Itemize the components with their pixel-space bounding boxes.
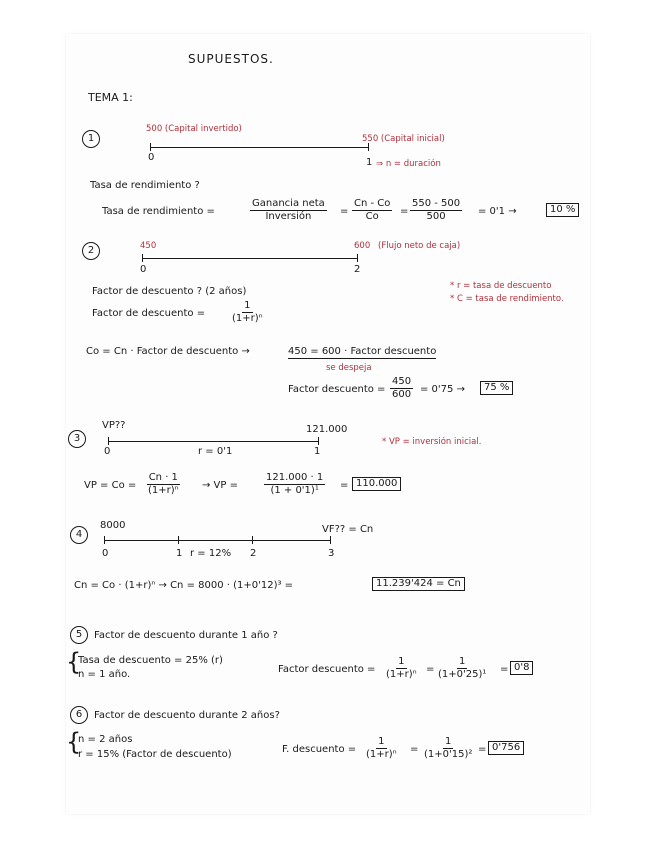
s4-time-0: 0 <box>102 548 109 559</box>
s3-time-0: 0 <box>104 446 111 457</box>
s3-f2-num: 121.000 · 1 <box>266 472 324 483</box>
section-number-3: 3 <box>68 430 86 448</box>
s5-f2-num: 1 <box>459 656 466 667</box>
s1-f3-den: 500 <box>426 211 446 222</box>
s5-condition-2: n = 1 año. <box>78 669 131 680</box>
section-number-4: 4 <box>70 526 88 544</box>
s3-time-1: 1 <box>314 446 321 457</box>
s1-f1-den: Inversión <box>265 211 312 222</box>
s4-right-value: VF?? = Cn <box>322 524 374 535</box>
s6-fd-lhs: F. descuento = <box>282 744 357 755</box>
s3-left-value: VP?? <box>102 420 126 431</box>
s1-question: Tasa de rendimiento ? <box>90 180 200 191</box>
s1-left-value: 500 (Capital invertido) <box>146 124 242 134</box>
s5-f1-num: 1 <box>398 656 405 667</box>
s3-f1-num: Cn · 1 <box>148 472 178 483</box>
s3-rate: r = 0'1 <box>198 446 233 457</box>
s4-boxed-answer: 11.239'424 = Cn <box>372 577 465 591</box>
s5-brace: { <box>66 648 82 676</box>
s2-right-value: 600 <box>354 241 371 251</box>
s1-fraction-1 <box>250 198 327 223</box>
s6-boxed-answer: 0'756 <box>488 741 524 755</box>
s2-co-equation: Co = Cn · Factor de descuento → <box>86 346 250 357</box>
s1-tick-1 <box>368 143 369 151</box>
section-number-5: 5 <box>70 626 88 644</box>
section-number-2: 2 <box>82 242 100 260</box>
s2-fd-fraction <box>230 300 265 325</box>
s1-eq-1: = <box>340 206 349 217</box>
s1-fraction-2 <box>352 198 392 223</box>
s3-arrow-vp: → VP = <box>202 480 238 491</box>
s5-question: Factor de descuento durante 1 año ? <box>94 630 278 641</box>
s4-tick-1 <box>178 536 179 544</box>
s2-time-0: 0 <box>140 264 147 275</box>
s2-fd2-result: = 0'75 → <box>420 384 465 395</box>
s6-brace: { <box>66 728 82 756</box>
s6-f1-num: 1 <box>378 736 385 747</box>
s3-vp-lhs: VP = Co = <box>84 480 137 491</box>
s1-right-value: 550 (Capital inicial) <box>362 134 445 144</box>
topic-heading: TEMA 1: <box>88 91 133 104</box>
s1-eq-2: = <box>400 206 409 217</box>
s3-timeline <box>108 441 318 442</box>
s4-formula: Cn = Co · (1+r)ⁿ → Cn = 8000 · (1+0'12)³ = <box>74 580 294 591</box>
s6-eq-1: = <box>410 744 419 755</box>
s5-f2-den: (1+0'25)¹ <box>438 669 487 680</box>
s2-se-despeja: se despeja <box>326 363 372 373</box>
s6-question: Factor de descuento durante 2 años? <box>94 710 280 721</box>
s4-tick-3 <box>330 536 331 544</box>
s3-tick-0 <box>108 437 109 445</box>
s4-timeline <box>104 540 330 541</box>
s1-timeline <box>150 147 368 148</box>
s2-fd2-lhs: Factor descuento = <box>288 384 386 395</box>
s1-tick-0 <box>150 143 151 151</box>
s3-boxed-answer: 110.000 <box>352 477 401 491</box>
s2-time-2: 2 <box>354 264 361 275</box>
s2-left-value: 450 <box>140 241 157 251</box>
s2-fd2-num: 450 <box>392 376 412 387</box>
s3-f2-den: (1 + 0'1)¹ <box>270 485 319 496</box>
s2-fd-lhs: Factor de descuento = <box>92 308 206 319</box>
s3-fraction-2 <box>264 472 325 497</box>
s3-right-value: 121.000 <box>306 424 348 435</box>
s1-f1-num: Ganancia neta <box>252 198 325 209</box>
s1-lhs: Tasa de rendimiento = <box>102 206 215 217</box>
s3-side-note: * VP = inversión inicial. <box>382 437 482 447</box>
s4-rate: r = 12% <box>190 548 232 559</box>
s4-left-value: 8000 <box>100 520 126 531</box>
s6-condition-1: n = 2 años <box>78 734 133 745</box>
s6-fraction-2 <box>422 736 474 761</box>
s5-eq-2: = <box>500 664 509 675</box>
s5-condition-1: Tasa de descuento = 25% (r) <box>78 655 223 666</box>
s5-fraction-2 <box>436 656 488 681</box>
s2-side-note-1: * r = tasa de descuento <box>450 281 552 291</box>
s2-fd2-fraction <box>390 376 413 401</box>
s5-fraction-1 <box>384 656 419 681</box>
s3-tick-1 <box>318 437 319 445</box>
s3-fraction-1 <box>146 472 181 497</box>
s4-time-2: 2 <box>250 548 257 559</box>
page-title: SUPUESTOS. <box>188 52 274 66</box>
s1-duration-note: ⇒ n = duración <box>376 159 441 169</box>
s1-time-1: 1 <box>366 157 373 168</box>
s2-question: Factor de descuento ? (2 años) <box>92 286 247 297</box>
s2-fd-den: (1+r)ⁿ <box>232 313 263 324</box>
s6-f2-num: 1 <box>445 736 452 747</box>
s6-f1-den: (1+r)ⁿ <box>366 749 397 760</box>
section-number-1: 1 <box>82 130 100 148</box>
s2-co-substitution: 450 = 600 · Factor descuento <box>288 346 437 357</box>
s1-f2-den: Co <box>365 211 379 222</box>
s2-tick-2 <box>357 254 358 262</box>
s2-tick-0 <box>142 254 143 262</box>
s5-f1-den: (1+r)ⁿ <box>386 669 417 680</box>
s3-f1-den: (1+r)ⁿ <box>148 485 179 496</box>
s5-fd-lhs: Factor descuento = <box>278 664 376 675</box>
s4-tick-2 <box>252 536 253 544</box>
s3-eq: = <box>340 480 349 491</box>
s4-tick-0 <box>104 536 105 544</box>
s1-result: = 0'1 → <box>478 206 517 217</box>
section-number-6: 6 <box>70 706 88 724</box>
s2-side-note-2: * C = tasa de rendimiento. <box>450 294 564 304</box>
s6-f2-den: (1+0'15)² <box>424 749 473 760</box>
s6-fraction-1 <box>364 736 399 761</box>
s1-f3-num: 550 - 500 <box>412 198 461 209</box>
s5-eq-1: = <box>426 664 435 675</box>
s1-fraction-3 <box>410 198 462 223</box>
s1-time-0: 0 <box>148 152 155 163</box>
s4-time-3: 3 <box>328 548 335 559</box>
s6-condition-2: r = 15% (Factor de descuento) <box>78 749 232 760</box>
s2-timeline <box>142 258 357 259</box>
s2-right-note: (Flujo neto de caja) <box>378 241 461 251</box>
s2-fd-num: 1 <box>244 300 251 311</box>
s1-boxed-answer: 10 % <box>546 203 579 217</box>
s2-boxed-answer: 75 % <box>480 381 513 395</box>
s5-boxed-answer: 0'8 <box>510 661 533 675</box>
s6-eq-2: = <box>478 744 487 755</box>
s1-f2-num: Cn - Co <box>354 198 391 209</box>
s2-fd2-den: 600 <box>392 389 412 400</box>
s4-time-1: 1 <box>176 548 183 559</box>
